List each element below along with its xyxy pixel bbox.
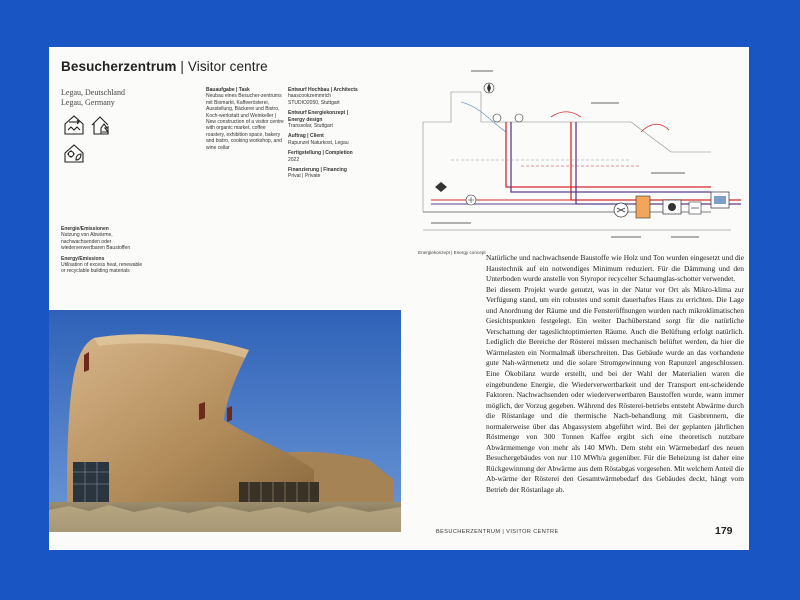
heat-recovery-icon: [62, 113, 86, 137]
client-block: [288, 133, 358, 146]
equipment-symbols: [466, 192, 729, 218]
energy-design-text: Transsolar, Stuttgart: [288, 123, 333, 130]
building-photo: [49, 310, 401, 532]
location-german: Legau, Deutschland: [61, 88, 125, 97]
energy-german-label: Energie/Emissionen: [61, 226, 109, 232]
energy-english-label: Energy/Emissions: [61, 255, 105, 262]
task-label: Bauaufgabe | Task: [206, 87, 250, 93]
title-german: Besucherzentrum: [61, 59, 177, 74]
title-english: Visitor centre: [187, 59, 268, 74]
architects-label: Entwurf Hochbau | Architects: [288, 87, 358, 93]
energy-english: [61, 256, 145, 275]
task-block: [206, 87, 284, 151]
task-text: Neubau eines Besucher-zentrums mit Biomarkt, Kaffeerösterei, Ausstellung, Bäckerei und Bistro, Koch-werkstatt und Weinkeller | New construction of a visitor centre with organic market, coffee roastery, exhibition space, bakery and bistro, cooking workshop, and wine cellar: [206, 93, 284, 151]
completion-block: [288, 150, 358, 163]
energy-design-label: Entwurf Energiekonzept | Energy design: [288, 110, 349, 123]
credits-block: [288, 87, 358, 184]
house-tree-icon: [89, 113, 113, 137]
financing-text: Privat | Private: [288, 173, 321, 180]
architects-block: [288, 87, 358, 106]
running-footer: BESUCHERZENTRUM | VISITOR CENTRE: [436, 529, 559, 535]
client-label: Auftrag | Client: [288, 133, 324, 140]
energy-concept-diagram: [411, 62, 743, 252]
ventilator-icons: [435, 83, 523, 192]
diagram-caption: Energiekonzept | Energy concept: [418, 250, 486, 255]
location: [61, 88, 125, 108]
energy-english-text: Utilisation of excess heat, renewable or recyclable building materials: [61, 262, 143, 275]
completion-text: 2022: [288, 156, 300, 163]
architects-text: haascookzemmrich STUDIO2050, Stuttgart: [288, 93, 340, 106]
client-text: Rapunzel Naturkost, Legau: [288, 139, 349, 146]
title-separator: |: [176, 59, 188, 74]
energy-emissions-block: [61, 226, 145, 279]
location-english: Legau, Germany: [61, 98, 115, 107]
page-number: 179: [715, 525, 733, 537]
energy-design-block: [288, 110, 358, 129]
book-spread: [49, 47, 749, 550]
energy-german: [61, 226, 145, 252]
diagram-label-marks: [431, 70, 699, 238]
energy-german-text: Nutzung von Abwärme, nachwachsenden oder wiederverwertbaren Baustoffen: [61, 232, 131, 252]
financing-block: [288, 167, 358, 180]
page-title: [61, 59, 268, 74]
body-text: Natürliche und nachwachsende Baustoffe wie Holz und Ton wurden eingesetzt und die Haustechnik auf ein notwendiges Minimum reduziert. Für die Dämmung und den Unterboden wurde anstelle von Styropor recycelter Schaumglas-schotter verwendet. Bei diesem Projekt wurde genutzt, was in der Natur vor Ort als Mikro-klima zur Verfügung stand, um ein robustes und somit dauerhaftes Haus zu errichten. Die Lage und Anordnung der Räume und die Fensteröffnungen wurden nach mikroklimatischen Gesichtspunkten festgelegt. Ein weiter Dachüberstand sorgt für die natürliche Verschattung der tageslichtoptimierten Räume. Auch die Belüftung erfolgt natürlich. Lediglich die Bereiche der Rösterei müssen mechanisch belüftet werden, da hier die Wärmelasten ein Normalmaß überschreiten. Das Gebäude wurde an das vorhandene gute Nah-wärmenetz und die solare Stromgewinnung von Rapunzel angeschlossen. Eine Ökobilanz wurde erstellt, und bei der Wahl der Materialien waren die eingebundene Energie, die Wiederverwertbarkeit und der Transport ent-scheidende Faktoren. Nachwachsenden oder wiederverwertbaren Baustoffen wurde, wann immer möglich, der Vorzug gegeben. Während des Rösterei-betriebs entsteht Abwärme durch die Röstanlage und die thermische Nach-behandlung mit Gasbrennern, die normalerweise über das Abgassystem abgeführt wird. Bei der geplanten jährlichen Röstmenge von 300 Tonnen Kaffee ergibt sich eine theoretisch nutzbare Abwärmemenge von mehr als 140 MWh. Dem steht ein Wärmebedarf des neuen Besuchergebäudes von nur 110 MWh/a gegenüber. Für die Beheizung ist daher eine Rückgewinnung der Abwärme aus dem Röstabgas vorgesehen. Mit welchem Anteil die Ab-wärme der Rösterei den Gesamtwärmebedarf des Gebäudes deckt, hängt vom Betrieb der Röstanlage ab.: [486, 253, 744, 495]
gear-leaf-house-icon: [62, 141, 86, 165]
financing-label: Finanzierung | Financing: [288, 167, 347, 174]
completion-label: Fertigstellung | Completion: [288, 150, 353, 157]
